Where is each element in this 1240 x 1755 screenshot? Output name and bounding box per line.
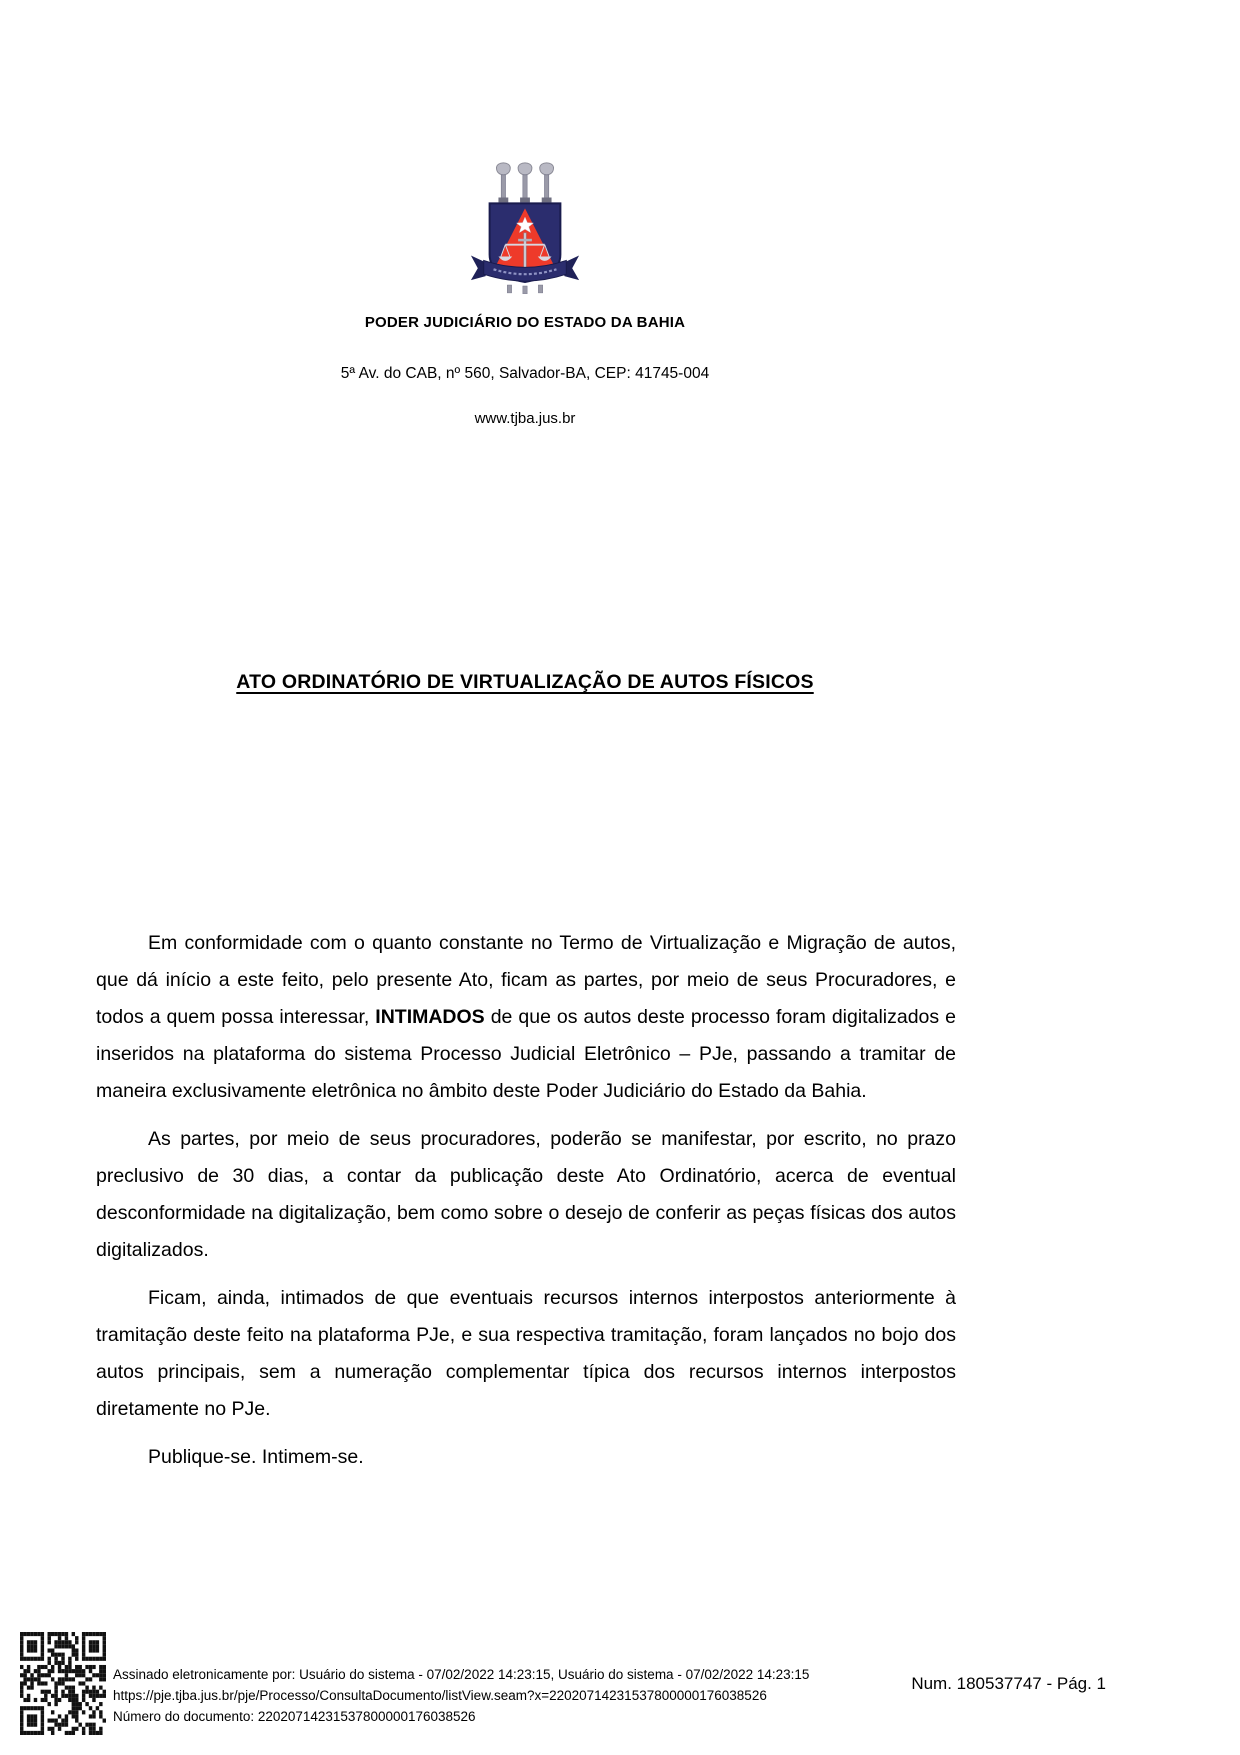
paragraph-2: As partes, por meio de seus procuradores, poderão se manifestar, por escrito, no prazo preclusivo de 30 dias, a contar da publicação deste Ato Ordinatório, acerca de eventual desconformidade na digitalização, bem como sobre o desejo de conferir as peças físicas dos autos digitalizados. <box>96 1128 956 1261</box>
signature-block <box>113 1664 809 1727</box>
page-number-stamp: Num. 180537747 - Pág. 1 <box>911 1674 1106 1693</box>
paragraph-1-intimados: INTIMADOS <box>375 1006 485 1028</box>
paragraph-3: Ficam, ainda, intimados de que eventuais recursos internos interpostos anteriormente à tramitação deste feito na plataforma PJe, e sua respectiva tramitação, foram lançados no bojo dos autos principais, sem a numeração complementar típica dos recursos internos interpostos diretamente no PJe. <box>96 1287 956 1420</box>
document-body <box>96 925 956 1487</box>
qr-code-icon <box>20 1632 106 1735</box>
paragraph-4: Publique-se. Intimem-se. <box>148 1446 364 1468</box>
document-number-line: Número do documento: 22020714231537800000176038526 <box>113 1709 476 1724</box>
signature-line: Assinado eletronicamente por: Usuário do sistema - 07/02/2022 14:23:15, Usuário do sistema - 07/02/2022 14:23:15 <box>113 1667 810 1682</box>
org-name: PODER JUDICIÁRIO DO ESTADO DA BAHIA <box>364 314 686 331</box>
document-title: ATO ORDINATÓRIO DE VIRTUALIZAÇÃO DE AUTOS FÍSICOS <box>236 671 814 693</box>
org-address: 5ª Av. do CAB, nº 560, Salvador-BA, CEP: 41745-004 <box>340 365 710 382</box>
paragraph-1-pre: Em conformidade com o quanto constante no Termo de Virtualização e Migração de autos, que dá início a este feito, pelo presente Ato, ficam as partes, por meio de seus Procuradores, e todos a quem possa interessar, <box>96 932 956 1028</box>
verification-url: https://pje.tjba.jus.br/pje/Processo/ConsultaDocumento/listView.seam?x=22020714231537800000176038526 <box>113 1688 767 1703</box>
paragraph-1-post: de que os autos deste processo foram digitalizados e inseridos na plataforma do sistema Processo Judicial Eletrônico – PJe, passando a tramitar de maneira exclusivamente eletrônica no âmbito deste Poder Judiciário do Estado da Bahia. <box>96 1006 956 1102</box>
tjba-coat-of-arms-icon <box>466 160 584 294</box>
org-website: www.tjba.jus.br <box>474 410 576 427</box>
paragraph-1 <box>96 925 956 1110</box>
